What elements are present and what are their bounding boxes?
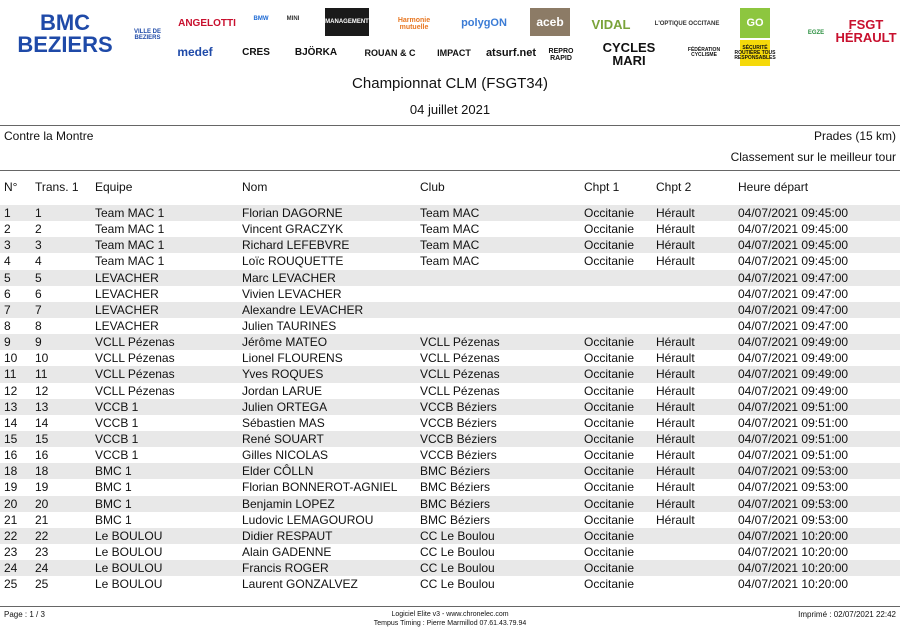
- cell-chpt1: Occitanie: [580, 253, 652, 269]
- col-header-trans: Trans. 1: [35, 180, 79, 194]
- page-title: Championnat CLM (FSGT34): [352, 75, 548, 92]
- cell-club: Team MAC: [416, 205, 580, 221]
- cell-club: BMC Béziers: [416, 512, 580, 528]
- sponsor-logo: polygON: [456, 10, 512, 36]
- table-row: [0, 237, 900, 253]
- cell-heure: 04/07/2021 09:51:00: [734, 447, 900, 463]
- table-row: [0, 350, 900, 366]
- cell-equipe: VCLL Pézenas: [91, 366, 238, 382]
- sponsor-logo: ANGELOTTI: [178, 10, 236, 38]
- table-row: [0, 302, 900, 318]
- col-header-equipe: Equipe: [95, 180, 133, 194]
- sponsor-logo: CYCLES MARI: [588, 44, 670, 64]
- cell-club: [416, 318, 580, 334]
- cell-heure: 04/07/2021 10:20:00: [734, 576, 900, 592]
- cell-chpt1: Occitanie: [580, 334, 652, 350]
- table-row: [0, 318, 900, 334]
- cell-chpt2: Hérault: [652, 237, 734, 253]
- sponsor-logo: FSGT HÉRAULT: [838, 10, 894, 52]
- sponsor-logo: CRES: [240, 46, 272, 60]
- cell-chpt2: [652, 302, 734, 318]
- table-row: [0, 544, 900, 560]
- table-row: [0, 576, 900, 592]
- cell-club: Team MAC: [416, 253, 580, 269]
- sponsor-logo: ROUAN & C: [360, 46, 420, 60]
- cell-n: 18: [0, 463, 31, 479]
- table-row: [0, 447, 900, 463]
- cell-heure: 04/07/2021 09:47:00: [734, 302, 900, 318]
- cell-equipe: VCLL Pézenas: [91, 334, 238, 350]
- cell-nom: Benjamin LOPEZ: [238, 496, 416, 512]
- cell-club: VCLL Pézenas: [416, 366, 580, 382]
- race-location: Prades (15 km): [813, 129, 896, 143]
- cell-n: 1: [0, 205, 31, 221]
- cell-club: Team MAC: [416, 221, 580, 237]
- cell-equipe: Le BOULOU: [91, 544, 238, 560]
- table-row: [0, 205, 900, 221]
- cell-chpt2: Hérault: [652, 334, 734, 350]
- cell-club: VCCB Béziers: [416, 415, 580, 431]
- cell-chpt2: Hérault: [652, 366, 734, 382]
- table-row: [0, 431, 900, 447]
- print-date: Imprimé : 02/07/2021 22:42: [798, 610, 896, 619]
- sponsor-logo: MINI: [280, 10, 306, 28]
- cell-trans: 24: [31, 560, 91, 576]
- cell-n: 10: [0, 350, 31, 366]
- cell-chpt2: Hérault: [652, 350, 734, 366]
- cell-nom: Francis ROGER: [238, 560, 416, 576]
- cell-chpt2: [652, 286, 734, 302]
- cell-chpt2: Hérault: [652, 399, 734, 415]
- cell-nom: Lionel FLOURENS: [238, 350, 416, 366]
- cell-nom: Elder CÔLLN: [238, 463, 416, 479]
- cell-equipe: Team MAC 1: [91, 221, 238, 237]
- cell-equipe: Le BOULOU: [91, 560, 238, 576]
- cell-nom: Gilles NICOLAS: [238, 447, 416, 463]
- cell-heure: 04/07/2021 09:53:00: [734, 512, 900, 528]
- cell-chpt2: Hérault: [652, 221, 734, 237]
- cell-heure: 04/07/2021 09:49:00: [734, 383, 900, 399]
- col-header-club: Club: [420, 180, 445, 194]
- table-row: [0, 528, 900, 544]
- cell-n: 12: [0, 383, 31, 399]
- cell-equipe: Le BOULOU: [91, 528, 238, 544]
- col-header-nom: Nom: [242, 180, 268, 194]
- page-number: Page : 1 / 3: [4, 610, 45, 619]
- cell-equipe: LEVACHER: [91, 302, 238, 318]
- sponsor-logo: L'OPTIQUE OCCITANE: [650, 10, 724, 38]
- sponsor-logo: medef: [165, 44, 225, 60]
- cell-heure: 04/07/2021 09:47:00: [734, 270, 900, 286]
- cell-club: BMC Béziers: [416, 496, 580, 512]
- cell-club: CC Le Boulou: [416, 528, 580, 544]
- cell-equipe: Team MAC 1: [91, 205, 238, 221]
- cell-equipe: Team MAC 1: [91, 237, 238, 253]
- sponsor-logo: FÉDÉRATION CYCLISME: [686, 44, 722, 62]
- cell-chpt1: Occitanie: [580, 544, 652, 560]
- cell-club: [416, 270, 580, 286]
- cell-club: CC Le Boulou: [416, 560, 580, 576]
- cell-chpt1: Occitanie: [580, 399, 652, 415]
- cell-trans: 13: [31, 399, 91, 415]
- cell-n: 21: [0, 512, 31, 528]
- cell-chpt2: [652, 528, 734, 544]
- divider: [0, 125, 900, 126]
- cell-nom: Richard LEFEBVRE: [238, 237, 416, 253]
- cell-n: 15: [0, 431, 31, 447]
- table-row: [0, 221, 900, 237]
- table-row: [0, 366, 900, 382]
- cell-trans: 8: [31, 318, 91, 334]
- cell-chpt2: [652, 560, 734, 576]
- cell-club: Team MAC: [416, 237, 580, 253]
- cell-club: VCCB Béziers: [416, 431, 580, 447]
- cell-n: 20: [0, 496, 31, 512]
- cell-chpt1: Occitanie: [580, 512, 652, 528]
- cell-club: CC Le Boulou: [416, 576, 580, 592]
- cell-chpt1: Occitanie: [580, 383, 652, 399]
- cell-chpt2: [652, 318, 734, 334]
- cell-club: [416, 286, 580, 302]
- cell-n: 11: [0, 366, 31, 382]
- cell-trans: 1: [31, 205, 91, 221]
- cell-chpt2: Hérault: [652, 479, 734, 495]
- cell-trans: 23: [31, 544, 91, 560]
- cell-chpt1: Occitanie: [580, 479, 652, 495]
- cell-nom: Jordan LARUE: [238, 383, 416, 399]
- cell-nom: Marc LEVACHER: [238, 270, 416, 286]
- cell-heure: 04/07/2021 09:51:00: [734, 431, 900, 447]
- cell-n: 25: [0, 576, 31, 592]
- cell-nom: Julien TAURINES: [238, 318, 416, 334]
- sponsor-logo: VILLE DE BEZIERS: [130, 10, 165, 60]
- cell-nom: Loïc ROUQUETTE: [238, 253, 416, 269]
- sponsor-logo: BMW: [250, 8, 272, 30]
- cell-chpt1: [580, 318, 652, 334]
- cell-club: VCCB Béziers: [416, 399, 580, 415]
- cell-trans: 10: [31, 350, 91, 366]
- col-header-n: N°: [4, 180, 18, 194]
- cell-chpt2: Hérault: [652, 447, 734, 463]
- cell-nom: Alain GADENNE: [238, 544, 416, 560]
- footer-credits: [300, 610, 600, 628]
- sponsor-logo: Harmonie mutuelle: [388, 10, 440, 38]
- sponsor-logo: BJÖRKA: [290, 46, 342, 60]
- sponsor-logo: IMPACT: [432, 46, 476, 60]
- cell-n: 9: [0, 334, 31, 350]
- cell-heure: 04/07/2021 09:47:00: [734, 318, 900, 334]
- cell-chpt1: Occitanie: [580, 496, 652, 512]
- cell-nom: Laurent GONZALVEZ: [238, 576, 416, 592]
- cell-chpt1: Occitanie: [580, 528, 652, 544]
- table-row: [0, 512, 900, 528]
- cell-chpt2: Hérault: [652, 496, 734, 512]
- cell-trans: 21: [31, 512, 91, 528]
- ranking-note: Classement sur le meilleur tour: [730, 150, 896, 164]
- cell-heure: 04/07/2021 09:49:00: [734, 366, 900, 382]
- table-row: [0, 496, 900, 512]
- cell-chpt1: Occitanie: [580, 205, 652, 221]
- cell-trans: 22: [31, 528, 91, 544]
- cell-heure: 04/07/2021 09:53:00: [734, 463, 900, 479]
- cell-heure: 04/07/2021 09:49:00: [734, 350, 900, 366]
- cell-club: CC Le Boulou: [416, 544, 580, 560]
- table-row: [0, 399, 900, 415]
- cell-equipe: VCCB 1: [91, 431, 238, 447]
- cell-n: 5: [0, 270, 31, 286]
- cell-nom: Vincent GRACZYK: [238, 221, 416, 237]
- table-row: [0, 479, 900, 495]
- col-header-chpt2: Chpt 2: [656, 180, 692, 194]
- cell-heure: 04/07/2021 09:45:00: [734, 221, 900, 237]
- cell-nom: René SOUART: [238, 431, 416, 447]
- results-table: [0, 205, 900, 592]
- cell-chpt1: Occitanie: [580, 463, 652, 479]
- cell-club: [416, 302, 580, 318]
- cell-heure: 04/07/2021 09:47:00: [734, 286, 900, 302]
- cell-equipe: Team MAC 1: [91, 253, 238, 269]
- sponsor-logo: REPRO RAPID: [545, 46, 577, 64]
- cell-chpt2: Hérault: [652, 253, 734, 269]
- cell-chpt2: Hérault: [652, 512, 734, 528]
- table-row: [0, 334, 900, 350]
- cell-nom: Alexandre LEVACHER: [238, 302, 416, 318]
- cell-heure: 04/07/2021 10:20:00: [734, 544, 900, 560]
- table-row: [0, 415, 900, 431]
- table-row: [0, 286, 900, 302]
- cell-trans: 19: [31, 479, 91, 495]
- cell-equipe: VCLL Pézenas: [91, 383, 238, 399]
- sponsor-logo: atsurf.net: [485, 46, 537, 59]
- cell-chpt1: Occitanie: [580, 350, 652, 366]
- cell-n: 4: [0, 253, 31, 269]
- cell-trans: 14: [31, 415, 91, 431]
- cell-chpt2: Hérault: [652, 463, 734, 479]
- sponsor-logo: aceb: [530, 8, 570, 36]
- table-row: [0, 270, 900, 286]
- cell-heure: 04/07/2021 09:45:00: [734, 237, 900, 253]
- cell-heure: 04/07/2021 09:51:00: [734, 399, 900, 415]
- cell-nom: Julien ORTEGA: [238, 399, 416, 415]
- cell-chpt2: Hérault: [652, 415, 734, 431]
- cell-heure: 04/07/2021 09:53:00: [734, 479, 900, 495]
- cell-trans: 16: [31, 447, 91, 463]
- cell-equipe: LEVACHER: [91, 270, 238, 286]
- cell-club: VCLL Pézenas: [416, 350, 580, 366]
- cell-n: 23: [0, 544, 31, 560]
- cell-trans: 18: [31, 463, 91, 479]
- cell-trans: 12: [31, 383, 91, 399]
- software-credit: Logiciel Elite v3 - www.chronelec.com: [391, 611, 509, 618]
- cell-equipe: LEVACHER: [91, 318, 238, 334]
- cell-trans: 11: [31, 366, 91, 382]
- cell-chpt1: Occitanie: [580, 237, 652, 253]
- cell-trans: 2: [31, 221, 91, 237]
- cell-trans: 9: [31, 334, 91, 350]
- cell-n: 2: [0, 221, 31, 237]
- cell-chpt1: Occitanie: [580, 576, 652, 592]
- sponsor-banner: [0, 0, 900, 68]
- cell-chpt1: Occitanie: [580, 221, 652, 237]
- cell-nom: Jérôme MATEO: [238, 334, 416, 350]
- cell-trans: 5: [31, 270, 91, 286]
- cell-n: 14: [0, 415, 31, 431]
- cell-nom: Ludovic LEMAGOUROU: [238, 512, 416, 528]
- cell-chpt2: [652, 270, 734, 286]
- event-date: 04 juillet 2021: [409, 102, 491, 117]
- cell-equipe: BMC 1: [91, 463, 238, 479]
- cell-n: 3: [0, 237, 31, 253]
- cell-chpt1: Occitanie: [580, 560, 652, 576]
- cell-nom: Yves ROQUES: [238, 366, 416, 382]
- cell-trans: 20: [31, 496, 91, 512]
- cell-heure: 04/07/2021 10:20:00: [734, 528, 900, 544]
- cell-trans: 6: [31, 286, 91, 302]
- col-header-heure: Heure départ: [738, 180, 809, 194]
- cell-n: 16: [0, 447, 31, 463]
- cell-equipe: BMC 1: [91, 496, 238, 512]
- cell-nom: Florian BONNEROT-AGNIEL: [238, 479, 416, 495]
- cell-club: VCCB Béziers: [416, 447, 580, 463]
- sponsor-logo: BMC BEZIERS: [15, 8, 115, 60]
- sponsor-logo: GO: [740, 8, 770, 38]
- cell-heure: 04/07/2021 09:51:00: [734, 415, 900, 431]
- cell-n: 24: [0, 560, 31, 576]
- cell-equipe: Le BOULOU: [91, 576, 238, 592]
- cell-heure: 04/07/2021 09:49:00: [734, 334, 900, 350]
- cell-chpt2: Hérault: [652, 431, 734, 447]
- cell-n: 7: [0, 302, 31, 318]
- sponsor-logo: SÉCURITÉ ROUTIÈRE TOUS RESPONSABLES: [740, 40, 770, 66]
- cell-chpt1: [580, 302, 652, 318]
- sponsor-logo: VIDAL: [586, 10, 636, 38]
- cell-trans: 25: [31, 576, 91, 592]
- cell-trans: 7: [31, 302, 91, 318]
- cell-n: 13: [0, 399, 31, 415]
- table-row: [0, 560, 900, 576]
- cell-heure: 04/07/2021 10:20:00: [734, 560, 900, 576]
- cell-equipe: VCCB 1: [91, 447, 238, 463]
- cell-equipe: LEVACHER: [91, 286, 238, 302]
- col-header-chpt1: Chpt 1: [584, 180, 620, 194]
- table-row: [0, 463, 900, 479]
- cell-chpt2: [652, 576, 734, 592]
- cell-chpt1: [580, 286, 652, 302]
- cell-equipe: VCLL Pézenas: [91, 350, 238, 366]
- cell-nom: Vivien LEVACHER: [238, 286, 416, 302]
- table-row: [0, 253, 900, 269]
- cell-n: 22: [0, 528, 31, 544]
- cell-chpt1: [580, 270, 652, 286]
- cell-trans: 4: [31, 253, 91, 269]
- cell-equipe: BMC 1: [91, 479, 238, 495]
- cell-club: VCLL Pézenas: [416, 383, 580, 399]
- divider: [0, 606, 900, 607]
- sponsor-logo: EGZE: [806, 4, 826, 62]
- cell-equipe: BMC 1: [91, 512, 238, 528]
- cell-club: BMC Béziers: [416, 463, 580, 479]
- cell-chpt2: [652, 544, 734, 560]
- cell-n: 8: [0, 318, 31, 334]
- cell-n: 6: [0, 286, 31, 302]
- cell-trans: 15: [31, 431, 91, 447]
- divider: [0, 170, 900, 171]
- cell-chpt2: Hérault: [652, 205, 734, 221]
- cell-trans: 3: [31, 237, 91, 253]
- timing-credit: Tempus Timing : Pierre Marmillod 07.61.43.79.94: [373, 620, 527, 627]
- cell-heure: 04/07/2021 09:53:00: [734, 496, 900, 512]
- cell-nom: Didier RESPAUT: [238, 528, 416, 544]
- cell-chpt1: Occitanie: [580, 415, 652, 431]
- cell-heure: 04/07/2021 09:45:00: [734, 205, 900, 221]
- cell-chpt2: Hérault: [652, 383, 734, 399]
- sponsor-logo: MANAGEMENT: [325, 8, 369, 36]
- cell-club: BMC Béziers: [416, 479, 580, 495]
- cell-n: 19: [0, 479, 31, 495]
- cell-chpt1: Occitanie: [580, 431, 652, 447]
- cell-chpt1: Occitanie: [580, 447, 652, 463]
- cell-heure: 04/07/2021 09:45:00: [734, 253, 900, 269]
- race-type: Contre la Montre: [4, 129, 94, 143]
- cell-club: VCLL Pézenas: [416, 334, 580, 350]
- table-row: [0, 383, 900, 399]
- cell-nom: Florian DAGORNE: [238, 205, 416, 221]
- cell-nom: Sébastien MAS: [238, 415, 416, 431]
- cell-equipe: VCCB 1: [91, 415, 238, 431]
- cell-equipe: VCCB 1: [91, 399, 238, 415]
- cell-chpt1: Occitanie: [580, 366, 652, 382]
